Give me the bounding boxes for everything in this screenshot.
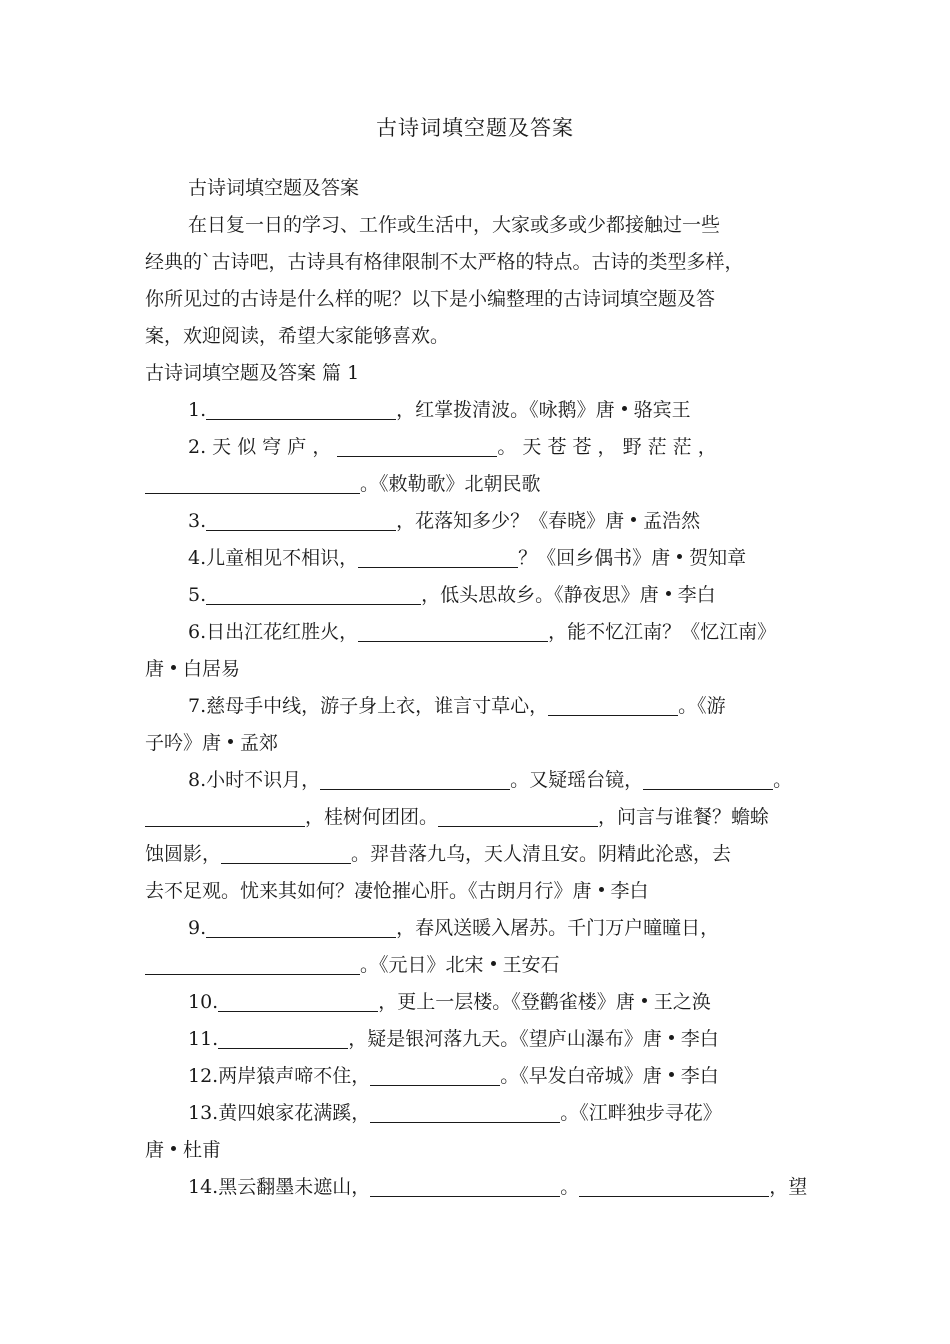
- intro-line-4: 案，欢迎阅读，希望大家能够喜欢。: [145, 325, 450, 347]
- answer-blank[interactable]: [643, 766, 773, 790]
- question-9: 9. ，春风送暖入屠苏。千门万户曈曈日，: [145, 910, 809, 947]
- answer-blank[interactable]: [548, 692, 678, 716]
- answer-blank[interactable]: [370, 1062, 500, 1086]
- answer-blank[interactable]: [438, 803, 598, 827]
- answer-blank[interactable]: [358, 544, 518, 568]
- answer-blank[interactable]: [145, 470, 360, 494]
- answer-blank[interactable]: [206, 914, 396, 938]
- intro-line-3: 你所见过的古诗是什么样的呢？以下是小编整理的古诗词填空题及答: [145, 288, 716, 310]
- question-8-line-3: 蚀圆影， 。羿昔落九乌，天人清且安。阴精此沦惑，去: [145, 836, 809, 873]
- answer-blank[interactable]: [218, 988, 378, 1012]
- answer-blank[interactable]: [370, 1099, 560, 1123]
- answer-blank[interactable]: [206, 581, 421, 605]
- answer-blank[interactable]: [218, 1025, 348, 1049]
- question-6: 6.日出江花红胜火， ，能不忆江南？《忆江南》: [145, 614, 809, 651]
- question-10: 10. ，更上一层楼。《登鹳雀楼》唐 王之涣: [145, 984, 809, 1021]
- question-3: 3. ，花落知多少？《春晓》唐 孟浩然: [145, 503, 809, 540]
- question-7: 7.慈母手中线，游子身上衣，谁言寸草心， 。《游: [145, 688, 809, 725]
- answer-blank[interactable]: [221, 840, 351, 864]
- document-body: [145, 170, 809, 1206]
- question-4: 4.儿童相见不相识， ？《回乡偶书》唐 贺知章: [145, 540, 809, 577]
- answer-blank[interactable]: [145, 803, 305, 827]
- question-7-cont: 子吟》唐 孟郊: [145, 732, 279, 754]
- question-13: 13.黄四娘家花满蹊， 。《江畔独步寻花》: [145, 1095, 809, 1132]
- question-11: 11. ，疑是银河落九天。《望庐山瀑布》唐 李白: [145, 1021, 809, 1058]
- section-title: 古诗词填空题及答案 篇 1: [145, 362, 360, 384]
- intro-line-1: 在日复一日的学习、工作或生活中，大家或多或少都接触过一些: [188, 214, 721, 236]
- answer-blank[interactable]: [206, 507, 396, 531]
- question-8-line-2: ，桂树何团团。 ，问言与谁餐？蟾蜍: [145, 799, 809, 836]
- question-6-cont: 唐 白居易: [145, 658, 241, 680]
- question-2-cont: 。《敕勒歌》北朝民歌: [145, 466, 809, 503]
- answer-blank[interactable]: [337, 433, 497, 457]
- page-title: 古诗词填空题及答案: [376, 116, 574, 140]
- answer-blank[interactable]: [206, 396, 396, 420]
- question-2: 2. 天 似 穹 庐 ， 。 天 苍 苍 ， 野 茫 茫 ，: [145, 429, 809, 466]
- question-5: 5. ，低头思故乡。《静夜思》唐 李白: [145, 577, 809, 614]
- answer-blank[interactable]: [145, 951, 360, 975]
- question-9-cont: 。《元日》北宋 王安石: [145, 947, 809, 984]
- question-8: 8.小时不识月， 。又疑瑶台镜， 。: [145, 762, 809, 799]
- question-12: 12.两岸猿声啼不住， 。《早发白帝城》唐 李白: [145, 1058, 809, 1095]
- intro-line-2: 经典的`古诗吧，古诗具有格律限制不太严格的特点。古诗的类型多样，: [145, 251, 744, 273]
- question-14: 14.黑云翻墨未遮山， 。 ，望: [145, 1169, 809, 1206]
- intro-heading: 古诗词填空题及答案: [188, 177, 360, 199]
- answer-blank[interactable]: [320, 766, 510, 790]
- answer-blank[interactable]: [370, 1173, 560, 1197]
- question-8-line-4: 去不足观。忧来其如何？凄怆摧心肝。《古朗月行》唐 李白: [145, 880, 649, 902]
- question-1: 1. ，红掌拨清波。《咏鹅》唐 骆宾王: [145, 392, 809, 429]
- question-13-cont: 唐 杜甫: [145, 1139, 222, 1161]
- answer-blank[interactable]: [579, 1173, 769, 1197]
- answer-blank[interactable]: [358, 618, 548, 642]
